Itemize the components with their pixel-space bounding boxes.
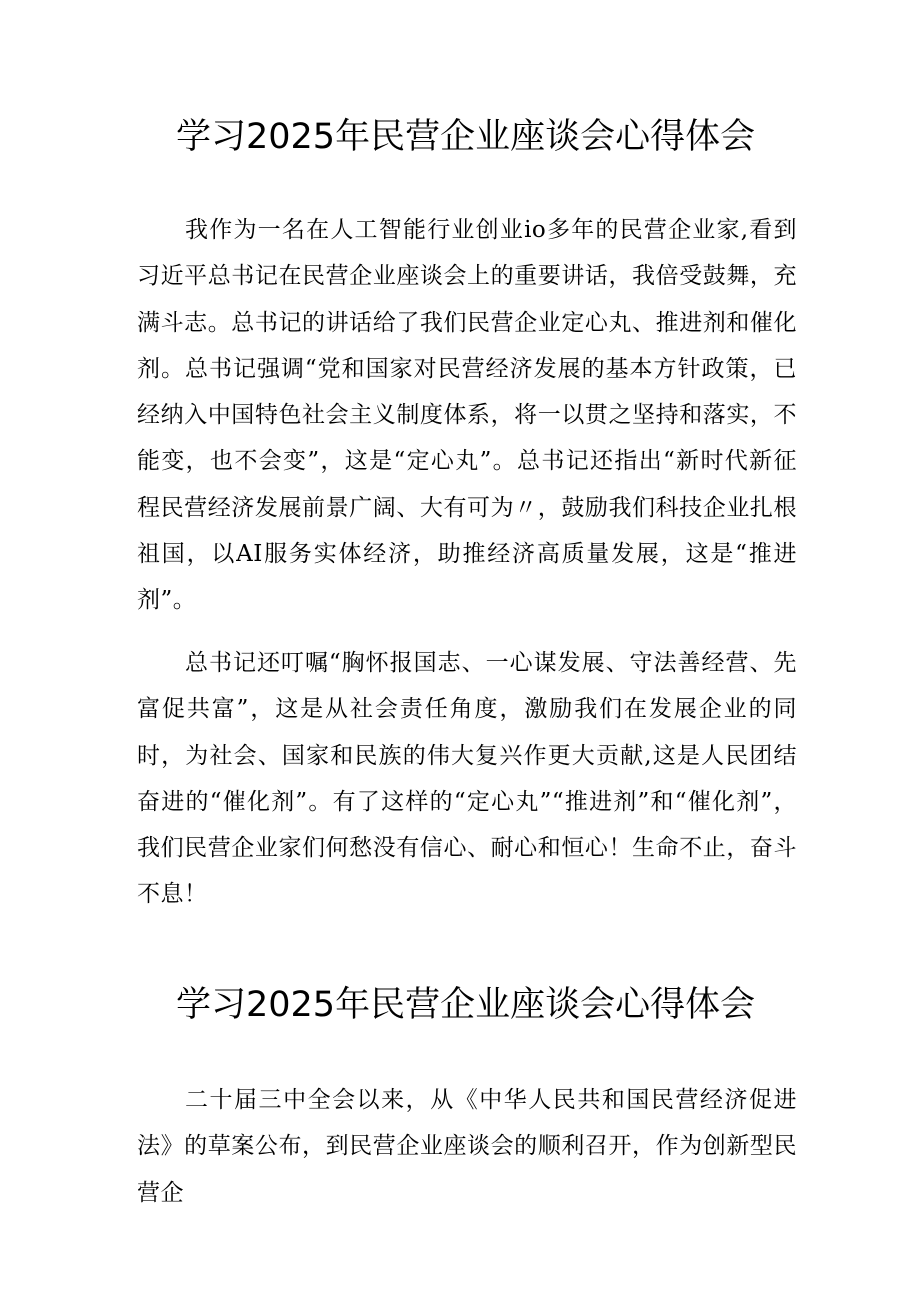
section-title: 学习2025年民营企业座谈会心得体会	[176, 985, 756, 1025]
body-paragraph: 我作为一名在人工智能行业创业io多年的民营企业家,看到习近平总书记在民营企业座谈会上的重要讲话，我倍受鼓舞，充满斗志。总书记的讲话给了我们民营企业定心丸、推进剂和催化剂。总书记强调“党和国家对民营经济发展的基本方针政策，已经纳入中国特色社会主义制度体系，将一以贯之坚持和落实，不能变，也不会变”，这是“定心丸”。总书记还指出“新时代新征程民营经济发展前景广阔、大有可为〃，鼓励我们科技企业扎根祖国，以AI服务实体经济，助推经济高质量发展，这是“推进剂”。	[137, 217, 797, 614]
section-title: 学习2025年民营企业座谈会心得体会	[176, 117, 756, 157]
body-paragraph: 二十届三中全会以来，从《中华人民共和国民营经济促进法》的草案公布，到民营企业座谈会的顺利召开，作为创新型民营企	[137, 1087, 797, 1206]
body-paragraph: 总书记还叮嘱“胸怀报国志、一心谋发展、守法善经营、先富促共富”，这是从社会责任角度，激励我们在发展企业的同时，为社会、国家和民族的伟大复兴作更大贡献,这是人民团结奋进的“催化剂”。有了这样的“定心丸”“推进剂”和“催化剂”，我们民营企业家们何愁没有信心、耐心和恒心！生命不止，奋斗不息！	[137, 650, 797, 908]
